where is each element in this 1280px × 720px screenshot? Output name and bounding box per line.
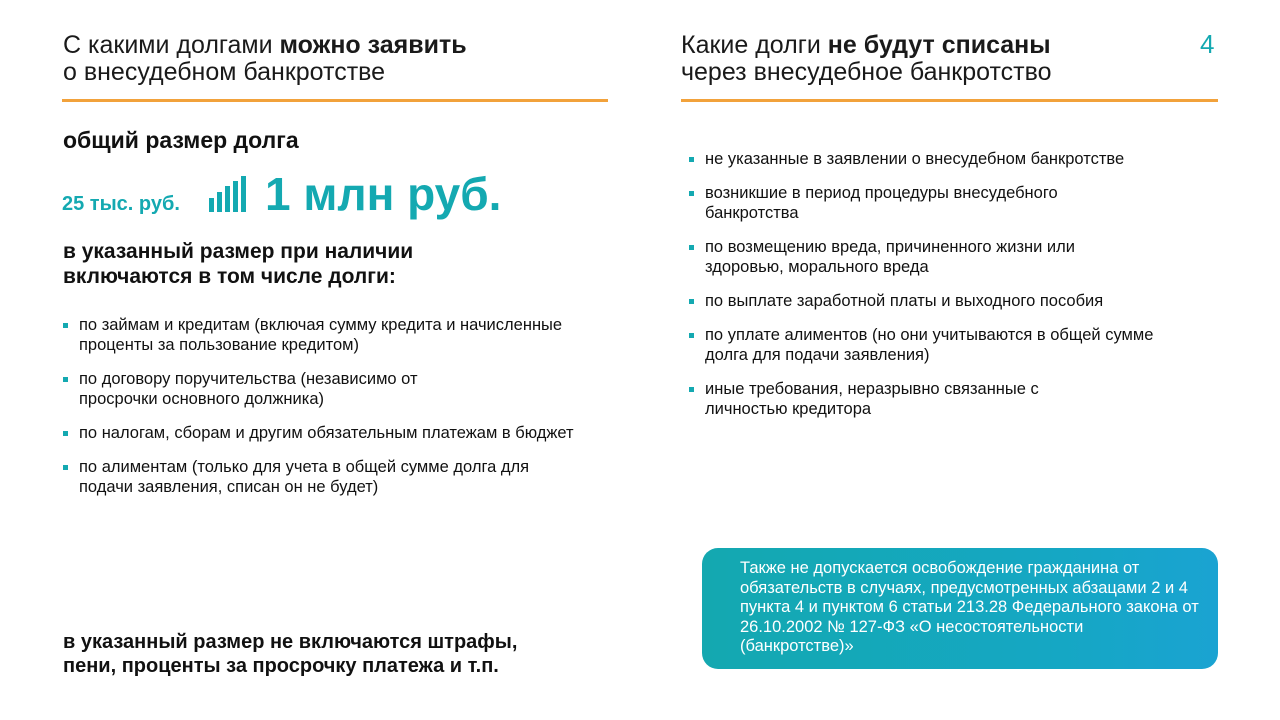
bar-growth-icon bbox=[209, 176, 246, 212]
list-item: по налогам, сборам и другим обязательным платежам в бюджет bbox=[63, 423, 583, 443]
max-amount: 1 млн руб. bbox=[265, 168, 502, 220]
left-divider bbox=[62, 99, 608, 102]
list-item: не указанные в заявлении о внесудебном банкротстве bbox=[689, 149, 1169, 169]
list-item: по договору поручительства (независимо от просрочки основного должника) bbox=[63, 369, 479, 409]
not-included-note: в указанный размер не включаются штрафы, пени, проценты за просрочку платежа и т.п. bbox=[63, 631, 518, 677]
right-heading: Какие долги не будут списаны через внесудебное банкротство bbox=[681, 31, 1052, 86]
debt-size-label: общий размер долга bbox=[63, 127, 299, 153]
list-item: по алиментам (только для учета в общей сумме долга для подачи заявления, списан он не будет) bbox=[63, 457, 583, 497]
page-number: 4 bbox=[1200, 29, 1215, 59]
right-divider bbox=[681, 99, 1218, 102]
included-debts-list bbox=[63, 315, 583, 497]
list-item: возникшие в период процедуры внесудебного банкротства bbox=[689, 183, 1135, 223]
min-amount: 25 тыс. руб. bbox=[62, 193, 180, 215]
list-item: по возмещению вреда, причиненного жизни или здоровью, морального вреда bbox=[689, 237, 1115, 277]
left-heading: С какими долгами можно заявить о внесудебном банкротстве bbox=[63, 31, 467, 86]
list-item: по выплате заработной платы и выходного пособия bbox=[689, 291, 1169, 311]
list-item: по уплате алиментов (но они учитываются в общей сумме долга для подачи заявления) bbox=[689, 325, 1165, 365]
list-item: иные требования, неразрывно связанные с личностью кредитора bbox=[689, 379, 1085, 419]
exception-note-box bbox=[702, 548, 1218, 669]
non-discharged-debts-list bbox=[689, 149, 1169, 419]
exception-note-text: Также не допускается освобождение гражданина от обязательств в случаях, предусмотренных абзацами 2 и 4 пункта 4 и пунктом 6 статьи 213.28 Федерального закона от 26.10.2002 № 127-ФЗ «О несостоятельности (банкротстве)» bbox=[740, 559, 1199, 655]
included-intro: в указанный размер при наличии включаются в том числе долги: bbox=[63, 240, 414, 288]
list-item: по займам и кредитам (включая сумму кредита и начисленные проценты за пользование кредитом) bbox=[63, 315, 583, 355]
